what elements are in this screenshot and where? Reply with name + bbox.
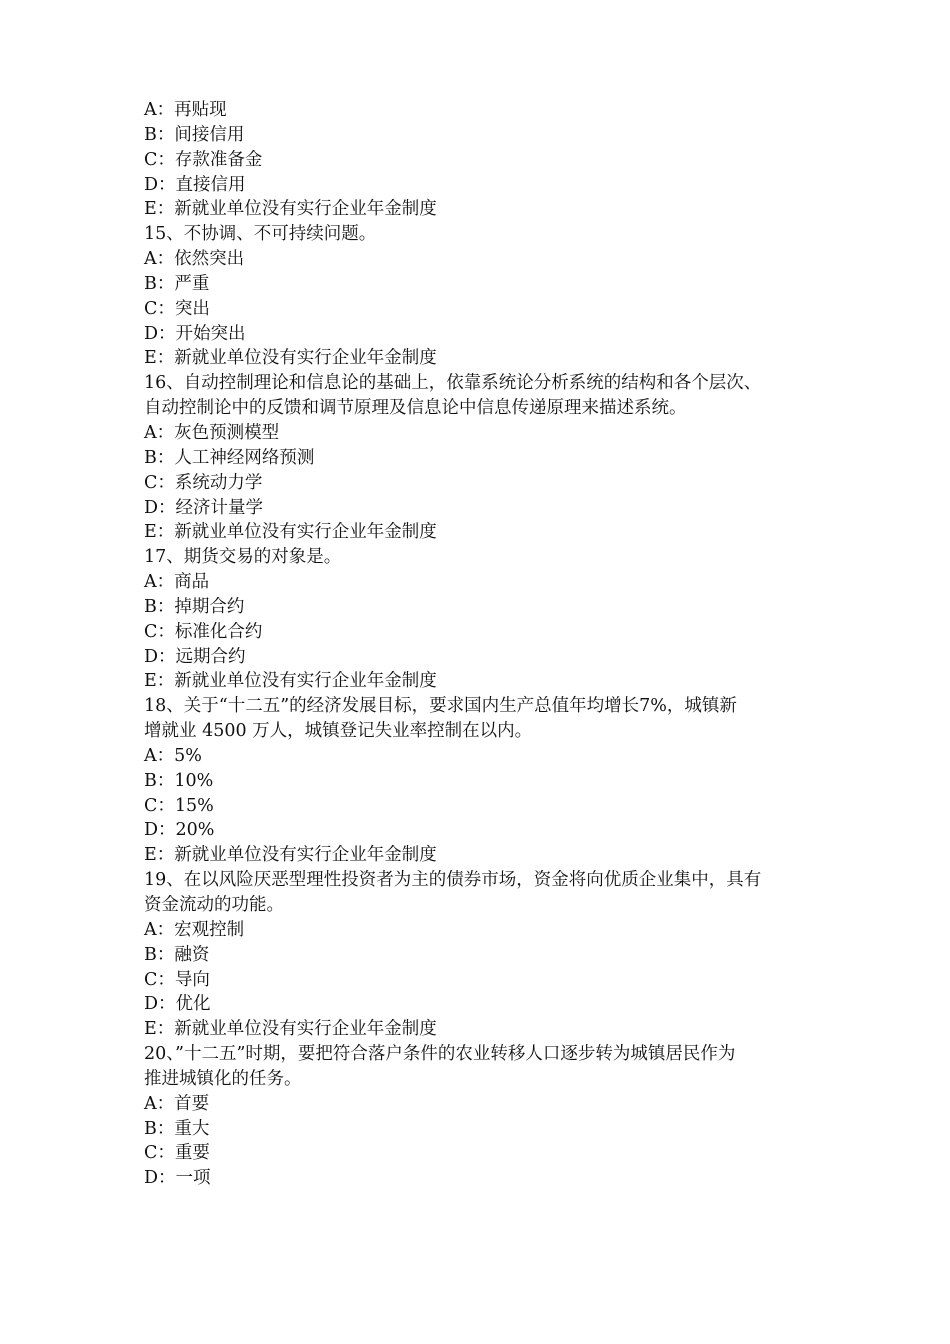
answer-option: B：间接信用 <box>144 124 245 145</box>
question-text: 19、在以风险厌恶型理性投资者为主的债券市场，资金将向优质企业集中，具有 <box>144 870 762 891</box>
answer-option: C：突出 <box>144 298 210 319</box>
answer-option: D：20% <box>144 820 215 841</box>
question-block <box>144 694 814 868</box>
answer-option: E：新就业单位没有实行企业年金制度 <box>144 522 437 543</box>
question-text: 资金流动的功能。 <box>144 895 284 915</box>
question-text: 推进城镇化的任务。 <box>144 1068 302 1089</box>
answer-option: E：新就业单位没有实行企业年金制度 <box>144 199 437 220</box>
answer-option: D：一项 <box>144 1168 211 1189</box>
answer-option: C：导向 <box>144 969 210 990</box>
answer-option: D：直接信用 <box>144 174 246 195</box>
question-block <box>144 371 814 545</box>
question-block <box>144 222 814 371</box>
answer-option: D：开始突出 <box>144 323 246 344</box>
answer-option: C：系统动力学 <box>144 472 263 493</box>
answer-option: A：首要 <box>144 1093 210 1114</box>
answer-option: D：远期合约 <box>144 646 246 667</box>
answer-option: B：掉期合约 <box>144 596 245 617</box>
question-text: 17、期货交易的对象是。 <box>144 547 342 568</box>
answer-option: B：10% <box>144 770 214 791</box>
answer-option: A：商品 <box>144 572 210 593</box>
answer-option: C：15% <box>144 795 214 816</box>
lead-options <box>144 98 814 222</box>
answer-option: D：经济计量学 <box>144 497 264 518</box>
answer-option: B：人工神经网络预测 <box>144 447 315 468</box>
answer-option: B：严重 <box>144 273 210 294</box>
question-text: 自动控制论中的反馈和调节原理及信息论中信息传递原理来描述系统。 <box>144 398 687 419</box>
answer-option: A：灰色预测模型 <box>144 422 280 443</box>
answer-option: A：5% <box>144 745 202 766</box>
answer-option: C：存款准备金 <box>144 149 263 170</box>
question-text: 15、不协调、不可持续问题。 <box>144 224 377 245</box>
answer-option: E：新就业单位没有实行企业年金制度 <box>144 1019 437 1040</box>
question-text: 18、关于“十二五”的经济发展目标，要求国内生产总值年均增长7%，城镇新 <box>144 696 737 717</box>
answer-option: E：新就业单位没有实行企业年金制度 <box>144 671 437 692</box>
question-text: 16、自动控制理论和信息论的基础上，依靠系统论分析系统的结构和各个层次、 <box>144 373 762 394</box>
answer-option: C：重要 <box>144 1143 210 1164</box>
answer-option: A：依然突出 <box>144 249 245 270</box>
question-list <box>144 222 814 1191</box>
answer-option: A：再贴现 <box>144 100 227 120</box>
answer-option: E：新就业单位没有实行企业年金制度 <box>144 348 437 369</box>
answer-option: E：新就业单位没有实行企业年金制度 <box>144 845 437 866</box>
document-page <box>144 98 814 1191</box>
answer-option: C：标准化合约 <box>144 621 263 642</box>
question-text: 增就业 4500 万人，城镇登记失业率控制在以内。 <box>144 721 533 742</box>
question-text: 20、”十二五”时期，要把符合落户条件的农业转移人口逐步转为城镇居民作为 <box>144 1044 736 1065</box>
answer-option: A：宏观控制 <box>144 919 245 940</box>
question-block <box>144 545 814 694</box>
answer-option: B：融资 <box>144 944 210 965</box>
answer-option: D：优化 <box>144 994 211 1015</box>
question-block <box>144 868 814 1042</box>
answer-option: B：重大 <box>144 1118 210 1139</box>
question-block <box>144 1042 814 1191</box>
